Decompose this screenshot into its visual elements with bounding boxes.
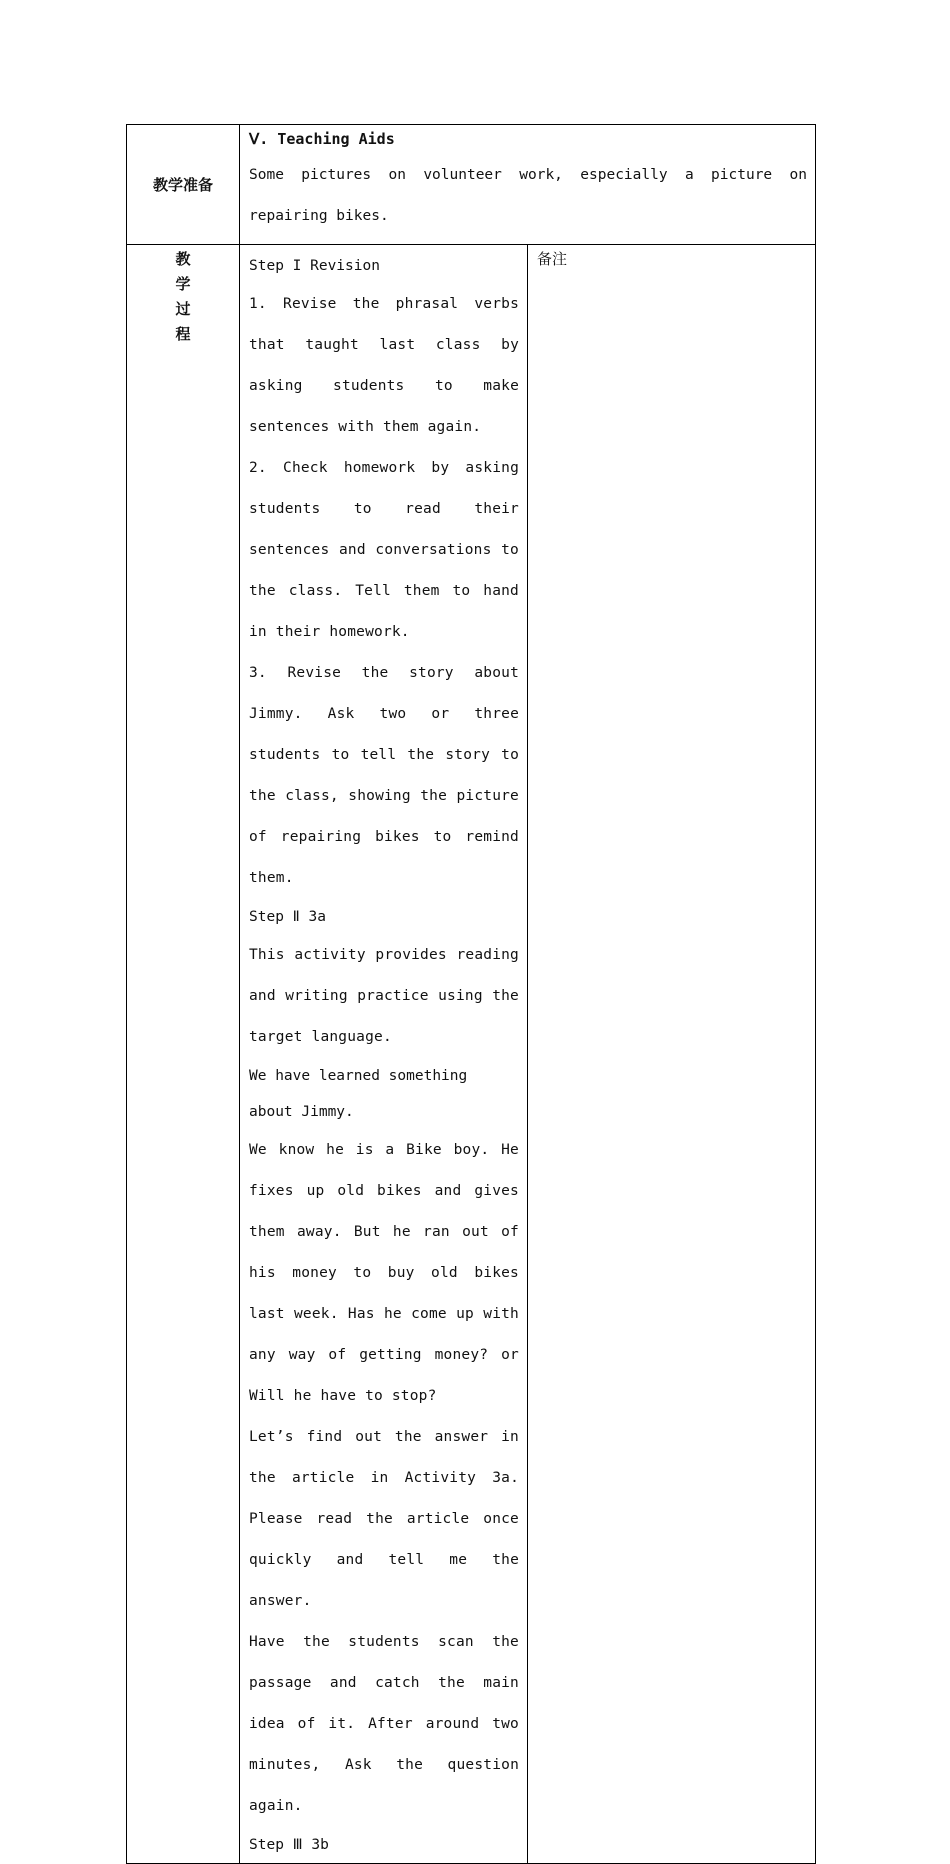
step-heading: Step I Revision: [249, 258, 380, 274]
paragraph: Have the students scan the passage and catch the main idea of it. After around two minutes, Ask the question again.: [249, 1634, 519, 1814]
teaching-process-content: [240, 245, 528, 1864]
paragraph: We have learned something about Jimmy.: [249, 1068, 468, 1120]
step-heading: Step Ⅲ 3b: [249, 1837, 329, 1853]
paragraph: 1. Revise the phrasal verbs that taught last class by asking students to make sentences with them again.: [249, 296, 519, 435]
paragraph: 3. Revise the story about Jimmy. Ask two or three students to tell the story to the class, showing the picture of repairing bikes to remind them.: [249, 665, 519, 886]
teaching-aids-heading: Ⅴ. Teaching Aids: [249, 130, 395, 148]
teaching-prep-label: 教学准备: [127, 125, 240, 245]
teaching-aids-text: Some pictures on volunteer work, especially a picture on repairing bikes.: [249, 167, 807, 224]
process-label-char: 学: [175, 275, 191, 293]
teaching-prep-content: [240, 125, 816, 245]
lesson-plan-table: [126, 124, 816, 1864]
notes-column: 备注: [528, 245, 816, 1864]
teaching-process-label: [127, 245, 240, 1864]
process-label-char: 教: [175, 250, 191, 268]
teaching-process-row: [127, 245, 816, 1864]
teaching-prep-row: [127, 125, 816, 245]
paragraph: 2. Check homework by asking students to read their sentences and conversations to the class. Tell them to hand in their homework.: [249, 460, 519, 640]
paragraph: This activity provides reading and writing practice using the target language.: [249, 947, 519, 1045]
process-label-char: 程: [175, 325, 191, 343]
step-heading: Step Ⅱ 3a: [249, 909, 326, 925]
process-label-char: 过: [175, 300, 191, 318]
paragraph: We know he is a Bike boy. He fixes up old bikes and gives them away. But he ran out of his money to buy old bikes last week. Has he come up with any way of getting money? or Will he have to stop?: [249, 1142, 519, 1404]
paragraph: Let’s find out the answer in the article in Activity 3a. Please read the article once quickly and tell me the answer.: [249, 1429, 519, 1609]
